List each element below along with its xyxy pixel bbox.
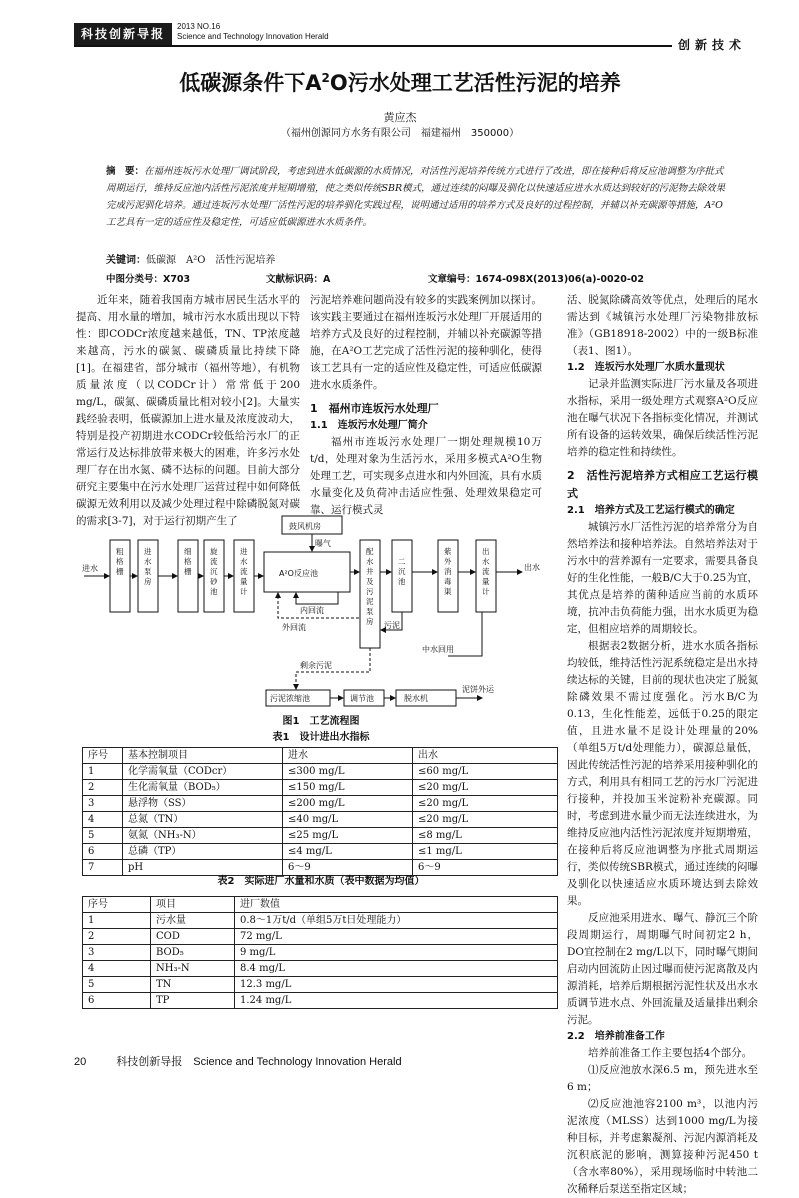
- table-cell: ≤1 mg/L: [413, 844, 558, 860]
- table-cell: 6～9: [413, 860, 558, 876]
- section-label: 创新技术: [678, 38, 747, 52]
- table-cell: 3: [83, 796, 123, 812]
- paragraph: 培养前准备工作主要包括4个部分。: [588, 1047, 753, 1060]
- journal-logo: 科技创新导报: [74, 23, 172, 45]
- subsection-heading: 1.1 连坂污水处理厂简介: [310, 419, 428, 431]
- table-cell: 6: [83, 993, 151, 1009]
- subsection-heading: 2.1 培养方式及工艺运行模式的确定: [567, 504, 735, 516]
- design-water-quality-table: [82, 747, 558, 876]
- table-cell: ≤150 mg/L: [283, 780, 413, 796]
- table-row: [83, 812, 558, 828]
- table-header-cell: 进水: [283, 748, 413, 764]
- table-cell: 1: [83, 764, 123, 780]
- label-dewater: 脱水机: [404, 694, 428, 703]
- table-header-row: [83, 897, 558, 913]
- article-title: 低碳源条件下$A^2O$污水处理工艺活性污泥的培养: [179, 71, 621, 95]
- journal-english-name: Science and Technology Innovation Herald: [177, 32, 329, 41]
- article-number: 文章编号：1674-098X(2013)06(a)-0020-02: [428, 274, 645, 285]
- abstract: [106, 163, 728, 231]
- keywords: 关键词：低碳源 A²O 活性污泥培养: [106, 255, 276, 266]
- page-number: 20: [74, 1056, 87, 1068]
- table-cell: 2: [83, 929, 151, 945]
- table-cell: 8.4 mg/L: [235, 961, 558, 977]
- label-reuse: 中水回用: [422, 645, 454, 654]
- label-reactor: A²O反应池: [279, 569, 318, 578]
- label-outer-return: 外回流: [282, 623, 306, 632]
- table-cell: 1.24 mg/L: [235, 993, 558, 1009]
- table-cell: ≤20 mg/L: [413, 796, 558, 812]
- column-1: [76, 292, 300, 530]
- table-header-cell: 进厂数值: [235, 897, 558, 913]
- table-cell: ≤60 mg/L: [413, 764, 558, 780]
- table1-caption: 表1 设计进出水指标: [272, 732, 370, 743]
- table-cell: 9 mg/L: [235, 945, 558, 961]
- table-cell: 72 mg/L: [235, 929, 558, 945]
- page-footer: [74, 1054, 402, 1072]
- abstract-text: 在福州连坂污水处理厂调试阶段，考虑到进水低碳源的水质情况，对活性污泥培养传统方式进行了改进，即在接种后将反应池调整为序批式周期运行，维持反应池内活性污泥浓度并短期增殖，使之类似传统SBR模式，通过连续的闷曝及驯化以快速适应进水水质达到较好的污泥物去除效果完成污泥驯化培养。通过连坂污水处理厂活性污泥的培养驯化实践过程，说明通过适用的培养方式及良好的过程控制，并辅以补充碳源等措施，A²O工艺具有一定的适应性及稳定性，可适应低碳源进水水质条件。: [106, 166, 726, 228]
- abstract-label: 摘 要：: [106, 166, 145, 177]
- table-cell: 总氮（TN）: [123, 812, 283, 828]
- table-cell: TP: [151, 993, 235, 1009]
- table-cell: BOD₅: [151, 945, 235, 961]
- table-cell: NH₃-N: [151, 961, 235, 977]
- label-cake: 泥饼外运: [462, 685, 494, 694]
- table-cell: 污水量: [151, 913, 235, 929]
- table-cell: 6～9: [283, 860, 413, 876]
- table-row: [83, 828, 558, 844]
- paragraph: ⑴反应池放水深6.5 m，预先进水至6 m；: [567, 1064, 758, 1094]
- label-blower: 鼓风机房: [289, 522, 321, 531]
- table-cell: ≤20 mg/L: [413, 780, 558, 796]
- label-grit: 旋流沉砂池: [210, 547, 218, 596]
- table-header-cell: 序号: [83, 897, 151, 913]
- subsection-heading: 1.2 连坂污水处理厂水质水量现状: [567, 362, 725, 373]
- paragraph: 反应池采用进水、曝气、静沉三个阶段周期运行，周期曝气时间初定2 h，DO宜控制在2 mg/L以下，同时曝气期间启动内回流防止因过曝而使污泥离散及内源消耗，培养后期根据污泥性状及出水水质调节进水点、外回流量及适量排出剩余污泥。: [567, 912, 758, 1026]
- paragraph: 福州市连坂污水处理厂一期处理规模10万t/d，处理对象为生活污水，采用多模式A²O生物处理工艺，可实现多点进水和内外回流，具有水质水量变化及负荷冲击适应性强、处理效果稳定可靠、运行模式灵: [310, 436, 542, 516]
- label-meter-in: 进水流量计: [240, 547, 248, 596]
- label-inner-return: 内回流: [300, 606, 324, 615]
- label-lift: 进水泵房: [144, 547, 152, 586]
- label-fine: 细格栅: [184, 547, 192, 576]
- table-cell: ≤20 mg/L: [413, 812, 558, 828]
- issue-info: [177, 22, 329, 42]
- table-row: [83, 780, 558, 796]
- table-cell: 6: [83, 844, 123, 860]
- paragraph: 记录并监测实际进厂污水量及各项进水指标，采用一级处理方式观察A²O反应池在曝气状况下各指标变化情况，并测试所有设备的运转效果，确保后续活性污泥培养的稳定性和持续性。: [567, 378, 758, 459]
- table-cell: 1: [83, 913, 151, 929]
- table-header-cell: 基本控制项目: [123, 748, 283, 764]
- table2-caption: 表2 实际进厂水量和水质（表中数据为均值）: [217, 876, 425, 887]
- label-clarifier: 二沉池: [398, 557, 406, 586]
- table-cell: ≤8 mg/L: [413, 828, 558, 844]
- table-row: [83, 764, 558, 780]
- author: 黄应杰: [383, 111, 417, 124]
- table-cell: 4: [83, 961, 151, 977]
- table-header-cell: 出水: [413, 748, 558, 764]
- label-outflow: 出水: [524, 563, 540, 572]
- section-heading: 1 福州市连坂污水处理厂: [310, 402, 439, 415]
- table-cell: ≤300 mg/L: [283, 764, 413, 780]
- table-row: [83, 796, 558, 812]
- paragraph: 活、脱氮除磷高效等优点，处理后的尾水需达到《城镇污水处理厂污染物排放标准》（GB18918-2002）中的一级B标准（表1、图1）。: [567, 294, 758, 357]
- table-cell: 5: [83, 977, 151, 993]
- table-cell: ≤4 mg/L: [283, 844, 413, 860]
- table-cell: 4: [83, 812, 123, 828]
- table-row: [83, 913, 558, 929]
- table-cell: COD: [151, 929, 235, 945]
- clarifier-box: [392, 540, 412, 612]
- footer-journal: 科技创新导报 Science and Technology Innovation Herald: [116, 1056, 402, 1068]
- table-cell: 3: [83, 945, 151, 961]
- table-row: [83, 977, 558, 993]
- affiliation: （福州创源同方水务有限公司 福建福州 350000）: [280, 128, 520, 139]
- table-header-cell: 序号: [83, 748, 123, 764]
- table-row: [83, 961, 558, 977]
- label-adjust: 调节池: [350, 694, 374, 703]
- table-cell: pH: [123, 860, 283, 876]
- section-heading: 2 活性污泥培养方式相应工艺运行模式: [567, 469, 758, 500]
- actual-water-quality-table: [82, 896, 558, 1009]
- label-thickener: 污泥浓缩池: [270, 694, 310, 703]
- label-meter-out: 出水流量计: [482, 547, 490, 596]
- table-cell: ≤25 mg/L: [283, 828, 413, 844]
- table-cell: 7: [83, 860, 123, 876]
- paragraph: 根据表2数据分析，进水水质各指标均较低，维持活性污泥系统稳定是出水持续达标的关键，目前的现状也决定了脱氮除磷效果不需过度强化。污水B/C为0.13，生化性能差，远低于0.25的限定值，且进水量不足设计处理量的20%（单组5万t/d处理能力），碳源总量低，因此传统活性污泥的培养采用接种驯化的方式，利用具有相同工艺的污水厂污泥进行接种，并投加玉米淀粉补充碳源。同时，考虑到进水量少而无法连续进水，为维持反应池内活性污泥浓度并短期增殖，在接种后将反应池调整为序批式周期运行，类似传统SBR模式，通过连续的闷曝及驯化以快速适应水质环境达到去除效果。: [567, 640, 758, 907]
- process-flow-diagram: [82, 508, 560, 713]
- table-cell: 2: [83, 780, 123, 796]
- table-row: [83, 844, 558, 860]
- table-cell: TN: [151, 977, 235, 993]
- table-cell: 悬浮物（SS）: [123, 796, 283, 812]
- table-row: [83, 993, 558, 1009]
- label-sludge: 污泥: [384, 621, 400, 630]
- label-inflow: 进水: [82, 564, 98, 573]
- table-row: [83, 860, 558, 876]
- figure-caption: 图1 工艺流程图: [282, 716, 360, 727]
- table-cell: 0.8～1万t/d（单组5万t日处理能力）: [235, 913, 558, 929]
- table-cell: 12.3 mg/L: [235, 977, 558, 993]
- table-cell: 生化需氧量（BOD₅）: [123, 780, 283, 796]
- table-row: [83, 945, 558, 961]
- paragraph: 城镇污水厂活性污泥的培养常分为自然培养法和接种培养法。自然培养法对于污水中的营养源有一定要求，需要具备良好的生化性能，一般B/C大于0.25为宜，其优点是培养的菌种适应当前的水质环境，抗冲击负荷能力强，出水水质更为稳定，但相应培养的周期较长。: [567, 521, 758, 635]
- table-cell: ≤200 mg/L: [283, 796, 413, 812]
- table-cell: 化学需氧量（CODcr）: [123, 764, 283, 780]
- label-uv: 紫外消毒渠: [444, 547, 452, 596]
- table-cell: 氨氮（NH₃-N）: [123, 828, 283, 844]
- clc-number: 中图分类号：X703: [106, 274, 191, 285]
- paragraph: ⑵反应池池容2100 m³，以池内污泥浓度（MLSS）达到1000 mg/L为接种目标，并考虑絮凝剂、污泥内源消耗及沉积底泥的影响，测算接种污泥450 t（含水率80%），采用现场临时中转池二次稀释后泵送至指定区域；: [567, 1098, 758, 1196]
- label-aeration: 曝气: [315, 539, 331, 548]
- table-cell: 总磷（TP）: [123, 844, 283, 860]
- table-cell: 5: [83, 828, 123, 844]
- document-code: 文献标识码：A: [266, 274, 331, 285]
- intro-paragraph: 近年来，随着我国南方城市居民生活水平的提高、用水量的增加，城市污水水质出现以下特性：即CODCr浓度越来越低，TN、TP浓度越来越高，污水的碳氮、碳磷质量比持续下降[1]。在福建省，部分城市（福州等地），有机物质量浓度（以CODCr计）常常低于200 mg/L，碳氮、碳磷质量比相对较小[2]。大量实践经验表明，低碳源加上进水量及浓度波动大，特别是投产初期进水CODCr较低给污水厂的正常运行及达标排放带来极大的困难，许多污水处理厂存在出水氮、磷不达标的问题。目前大部分研究主要集中在污水处理厂运营过程中如何降低碳源无效利用以及减少处理过程中除磷脱氮对碳的需求[3-7]，对于运行初期产生了: [76, 294, 300, 527]
- header-rule: [74, 45, 672, 47]
- issue-number: 2013 NO.16: [177, 22, 221, 31]
- paragraph: 污泥培养难问题尚没有较多的实践案例加以探讨。该实践主要通过在福州连坂污水处理厂开展适用的培养方式及良好的过程控制，并辅以补充碳源等措施，在A²O工艺完成了活性污泥的接种驯化，使得该工艺具有一定的适应性及稳定性，可适应低碳源进水水质条件。: [310, 294, 542, 391]
- table-cell: ≤40 mg/L: [283, 812, 413, 828]
- table-row: [83, 929, 558, 945]
- column-2: [310, 292, 542, 519]
- label-grille: 粗格栅: [116, 547, 124, 576]
- table-header-row: [83, 748, 558, 764]
- label-dist: 配水井及污泥泵房: [366, 547, 374, 626]
- table-header-cell: 项目: [151, 897, 235, 913]
- column-3: [567, 292, 758, 1198]
- subsection-heading: 2.2 培养前准备工作: [567, 1031, 665, 1042]
- label-excess-sludge: 剩余污泥: [300, 661, 332, 670]
